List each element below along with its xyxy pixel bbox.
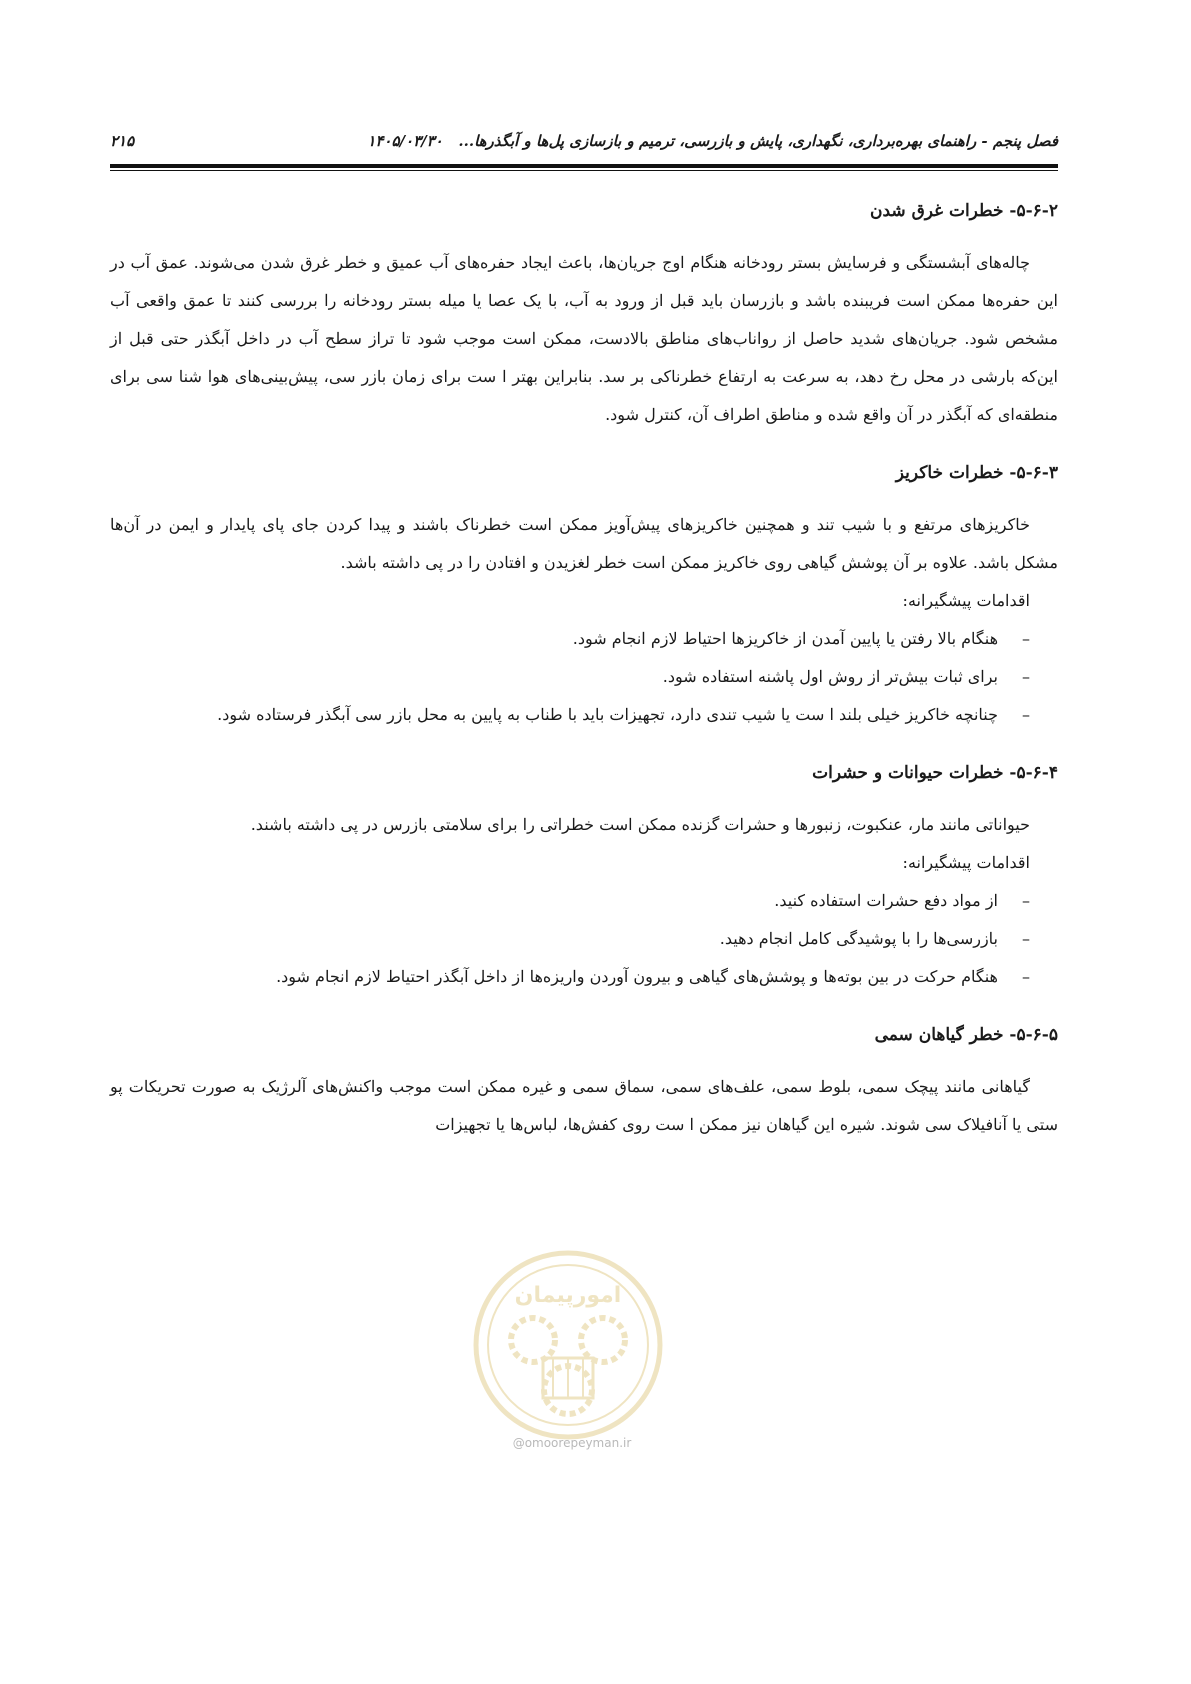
list-item bbox=[110, 958, 1030, 996]
list-item bbox=[110, 696, 1030, 734]
list-item-text: برای ثبات بیش‌تر از روش اول پاشنه استفاده شود. bbox=[662, 667, 998, 686]
list-item-text: هنگام بالا رفتن یا پایین آمدن از خاکریزها احتیاط لازم انجام شود. bbox=[572, 629, 998, 648]
measures-list bbox=[110, 620, 1058, 734]
list-item bbox=[110, 620, 1030, 658]
header-rule bbox=[110, 164, 1058, 168]
list-item-text: چنانچه خاکریز خیلی بلند ا ست یا شیب تندی دارد، تجهیزات باید با طناب به پایین به محل بازر سی آبگذر فرستاده شود. bbox=[217, 705, 998, 724]
page-number: ۲۱۵ bbox=[110, 132, 135, 150]
list-dash: – bbox=[1022, 967, 1030, 986]
list-item-text: از مواد دفع حشرات استفاده کنید. bbox=[774, 891, 998, 910]
list-dash: – bbox=[1022, 705, 1030, 724]
measures-list bbox=[110, 882, 1058, 996]
running-header bbox=[110, 128, 1058, 164]
section-paragraph-animals: حیواناتی مانند مار، عنکبوت، زنبورها و حشرات گزنده ممکن است خطراتی را برای سلامتی بازرس در پی داشته باشند. bbox=[250, 815, 1030, 834]
header-title bbox=[367, 132, 1058, 150]
list-dash: – bbox=[1022, 891, 1030, 910]
list-item-text: هنگام حرکت در بین بوته‌ها و پوشش‌های گیاهی و بیرون آوردن واریزه‌ها از داخل آبگذر احتیاط لازم انجام شود. bbox=[276, 967, 998, 986]
list-item bbox=[110, 882, 1030, 920]
section-paragraph-embankment: خاکریزهای مرتفع و با شیب تند و همچنین خاکریزهای پیش‌آویز ممکن است خطرناک باشند و پیدا کردن جای پای پایدار و ایمن در آن‌ها مشکل باشد. علاوه بر آن پوشش گیاهی روی خاکریز ممکن است خطر لغزیدن و افتادن را در پی داشته باشد. bbox=[110, 515, 1058, 572]
watermark-text: امورپیمان bbox=[514, 1283, 622, 1308]
header-rule-thin bbox=[110, 170, 1058, 171]
section-heading-animals: ۵-۶-۴- خطرات حیوانات و حشرات bbox=[812, 763, 1058, 783]
measures-label: اقدامات پیشگیرانه: bbox=[902, 591, 1030, 610]
list-item bbox=[110, 658, 1030, 696]
measures-label: اقدامات پیشگیرانه: bbox=[902, 853, 1030, 872]
list-dash: – bbox=[1022, 629, 1030, 648]
watermark-url: @omoorepeyman.ir bbox=[512, 1436, 632, 1450]
section-heading-drowning: ۵-۶-۲- خطرات غرق شدن bbox=[870, 201, 1058, 221]
list-item-text: بازرسی‌ها را با پوشیدگی کامل انجام دهید. bbox=[719, 929, 998, 948]
list-dash: – bbox=[1022, 929, 1030, 948]
section-paragraph-drowning: چاله‌های آبشستگی و فرسایش بستر رودخانه هنگام اوج جریان‌ها، باعث ایجاد حفره‌های آب عمیق و خطر غرق شدن می‌شوند. عمق آب در این حفره‌ها ممکن است فریبنده باشد و بازرسان باید قبل از ورود به آب، با یک عصا یا میله بستر رودخانه را بررسی کنند تا عمق واقعی آب مشخص شود. جریان‌های شدید حاصل از رواناب‌های مناطق بالادست، ممکن است موجب شود تا تراز سطح آب در داخل آبگذر حتی قبل از این‌که بارشی در محل رخ دهد، به سرعت به ارتفاع خطرناکی بر سد. بنابراین بهتر ا ست برای زمان بازر سی، پیش‌بینی‌های هوا شنا سی برای منطقه‌ای که آبگذر در آن واقع شده و مناطق اطراف آن، کنترل شود. bbox=[110, 253, 1059, 424]
list-dash: – bbox=[1022, 667, 1030, 686]
section-heading-poisonous-plants: ۵-۶-۵- خطر گیاهان سمی bbox=[874, 1025, 1058, 1045]
header-title-text: فصل پنجم - راهنمای بهره‌برداری، نگهداری، پایش و بازرسی، ترمیم و بازسازی پل‌ها و آبگذرها... bbox=[458, 132, 1058, 150]
page-body bbox=[110, 188, 1058, 1144]
header-date: ۱۴۰۵/۰۳/۳۰ bbox=[367, 132, 443, 150]
section-heading-embankment: ۵-۶-۳- خطرات خاکریز bbox=[895, 463, 1058, 483]
section-paragraph-poisonous-plants: گیاهانی مانند پیچک سمی، بلوط سمی، علف‌های سمی، سماق سمی و غیره ممکن است موجب واکنش‌های آلرژیک به صورت تحریکات پو ستی یا آنافیلاک سی شوند. شیره این گیاهان نیز ممکن ا ست روی کفش‌ها، لباس‌ها یا تجهیزات bbox=[110, 1077, 1058, 1134]
list-item bbox=[110, 920, 1030, 958]
